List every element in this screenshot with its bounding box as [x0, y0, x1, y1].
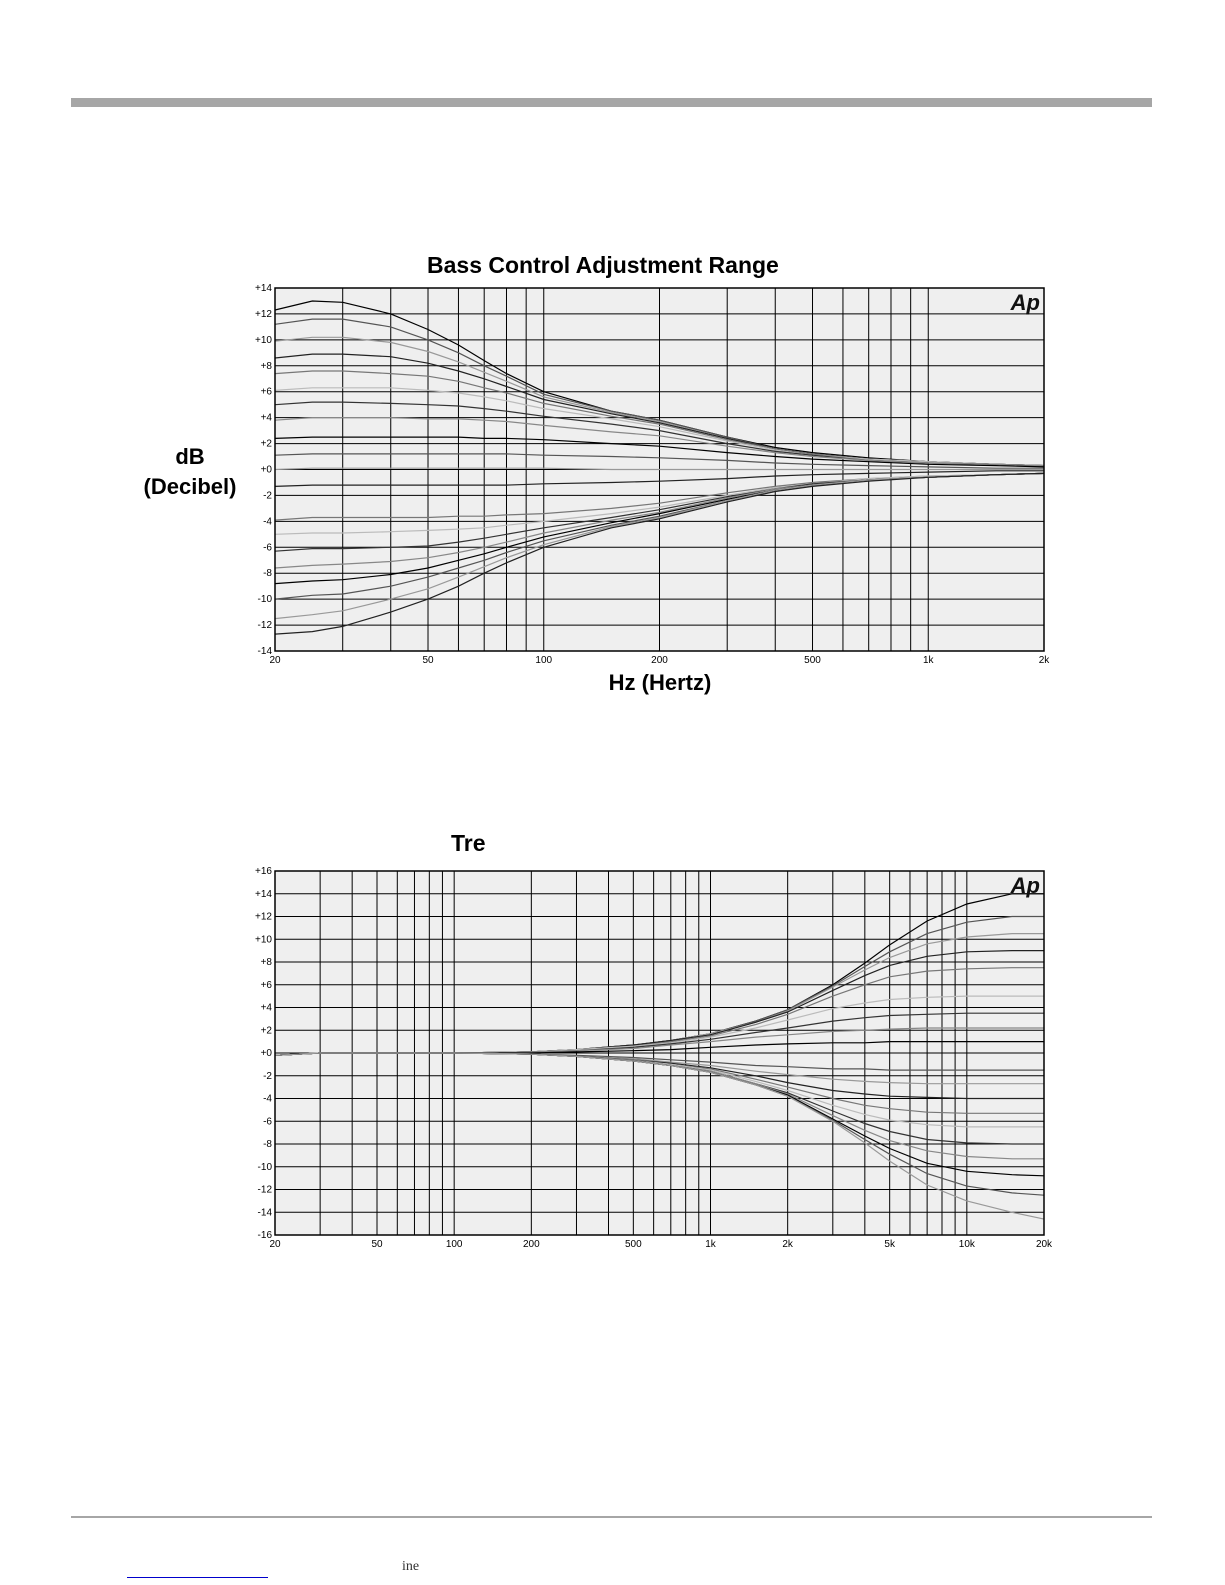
y-tick-label: -14 [257, 1207, 272, 1219]
y-tick-label: +0 [260, 464, 272, 476]
footer-link-underline[interactable] [127, 1577, 268, 1578]
y-tick-label: -6 [263, 542, 272, 554]
x-tick-label: 200 [522, 1239, 540, 1250]
y-tick-label: +10 [255, 934, 272, 946]
y-tick-label: +12 [255, 308, 272, 320]
y-tick-label: +2 [260, 1025, 272, 1037]
treble-chart-title: Tre [451, 830, 486, 856]
bass-chart-title: Bass Control Adjustment Range [427, 252, 779, 278]
x-tick-label: 500 [804, 655, 821, 666]
x-tick-label: 2k [1038, 655, 1050, 666]
footer-text: ine [402, 1559, 420, 1574]
y-tick-label: +6 [260, 386, 272, 398]
y-tick-label: +6 [260, 979, 272, 991]
y-tick-label: -2 [263, 1070, 272, 1082]
y-tick-label: -8 [263, 568, 272, 580]
x-tick-label: 5k [884, 1239, 895, 1250]
y-tick-label: -16 [257, 1230, 272, 1241]
bass-chart-xlabel: Hz (Hertz) [608, 670, 712, 695]
ap-logo: Ap [1010, 290, 1040, 315]
x-tick-label: 20 [269, 1239, 281, 1250]
x-tick-label: 100 [535, 655, 553, 666]
x-tick-label: 500 [624, 1239, 642, 1250]
y-tick-label: -8 [263, 1139, 272, 1150]
y-tick-label: -6 [263, 1116, 272, 1128]
y-tick-label: +12 [255, 911, 272, 923]
y-tick-label: +4 [260, 412, 272, 424]
chart-1 [255, 866, 1053, 1250]
y-tick-label: -14 [257, 646, 272, 657]
x-tick-label: 2k [782, 1239, 793, 1250]
x-tick-label: 1k [922, 655, 934, 666]
y-tick-label: +10 [255, 334, 272, 346]
y-tick-label: -10 [257, 594, 272, 606]
y-tick-label: -2 [263, 490, 272, 502]
y-tick-label: +0 [260, 1048, 272, 1059]
x-tick-label: 20k [1035, 1239, 1053, 1250]
ylabel-main: dB [175, 444, 205, 469]
footer-rule [71, 1516, 1152, 1518]
y-tick-label: +16 [255, 866, 272, 877]
x-tick-label: 200 [651, 655, 668, 666]
x-tick-label: 20 [269, 655, 281, 666]
ap-logo: Ap [1010, 873, 1040, 898]
y-tick-label: -4 [263, 1093, 272, 1105]
chart-0 [255, 283, 1050, 666]
y-tick-label: -10 [257, 1161, 272, 1173]
y-tick-label: -4 [263, 516, 272, 528]
x-tick-label: 50 [422, 655, 434, 666]
y-tick-label: +8 [260, 957, 272, 968]
ylabel-sub: (Decibel) [143, 474, 237, 499]
y-tick-label: +4 [260, 1002, 272, 1014]
y-tick-label: +14 [255, 888, 272, 900]
x-tick-label: 10k [958, 1239, 975, 1250]
x-tick-label: 1k [705, 1239, 716, 1250]
y-tick-label: +2 [260, 438, 272, 450]
y-tick-label: -12 [257, 620, 272, 632]
y-tick-label: +14 [255, 283, 272, 294]
y-tick-label: +8 [260, 360, 272, 372]
y-tick-label: -12 [257, 1184, 272, 1196]
x-tick-label: 50 [371, 1239, 383, 1250]
x-tick-label: 100 [445, 1239, 463, 1250]
